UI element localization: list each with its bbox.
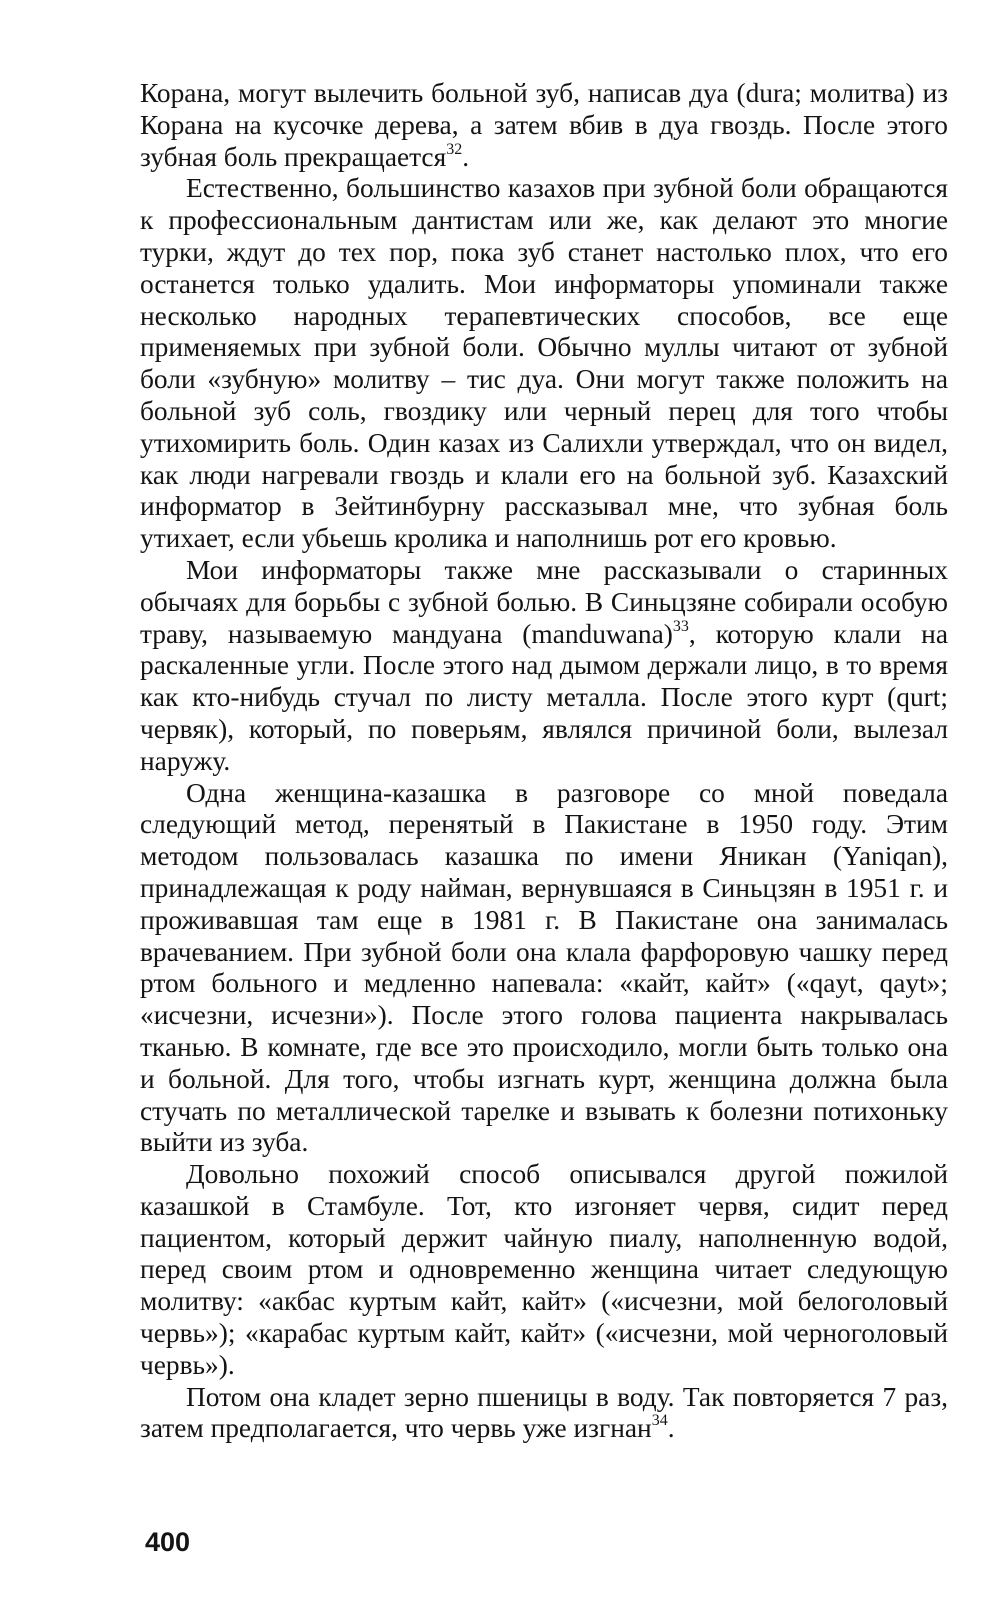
paragraph-2-text: Естественно, большинство казахов при зубной боли обращаются к профессиональным дантистам или же, как делают это многие турки, ждут до тех пор, пока зуб станет настолько плох, что его останется только удалить. Мои информаторы упоминали также несколько народных терапевтических способов, все еще применяемых при зубной боли. Обычно муллы читают от зубной боли «зубную» молитву – тис дуа. Они могут также положить на больной зуб соль, гвоздику или черный перец для того чтобы утихомирить боль. Один казах из Салихли утверждал, что он видел, как люди нагревали гвоздь и клали его на больной зуб. Казахский информатор в Зейтинбурну рассказывал мне, что зубная боль утихает, если убьешь кролика и наполнишь рот его кровью. <box>140 173 948 554</box>
paragraph-6-tail: . <box>667 1413 675 1444</box>
page-number: 400 <box>145 1527 191 1557</box>
paragraph-3 <box>140 555 948 778</box>
paragraph-2 <box>140 173 948 555</box>
paragraph-6-text: Потом она кладет зерно пшеницы в воду. Так повторяется 7 раз, затем предполагается, что червь уже изгнан <box>140 1381 948 1444</box>
paragraph-3-text: Мои информаторы также мне рассказывали о старинных обычаях для борьбы с зубной болью. В Синьцзяне собирали особую траву, называемую мандуана (manduwana) <box>140 554 948 649</box>
paragraph-5-text: Довольно похожий способ описывался другой пожилой казашкой в Стамбуле. Тот, кто изгоняет червя, сидит перед пациентом, который держит чайную пиалу, наполненную водой, перед своим ртом и одновременно женщина читает следующую молитву: «акбас куртым кайт, кайт» («исчезни, мой белоголовый червь»); «карабас куртым кайт, кайт» («исчезни, мой черноголовый червь»). <box>140 1159 948 1380</box>
paragraph-6 <box>140 1382 948 1446</box>
paragraph-1 <box>140 78 948 173</box>
paragraph-3-tail: , которую клали на раскаленные угли. После этого над дымом держали лицо, в то время как кто-нибудь стучал по листу металла. После этого курт (qurt; червяк), который, по поверьям, являлся причиной боли, вылезал наружу. <box>140 618 948 776</box>
body-text <box>140 78 948 1445</box>
paragraph-1-text: Корана, могут вылечить больной зуб, написав дуа (dura; молитва) из Корана на кусочке дерева, а затем вбив в дуа гвоздь. После этого зубная боль прекращается <box>140 78 948 172</box>
paragraph-4-text: Одна женщина-казашка в разговоре со мной поведала следующий метод, перенятый в Пакистане в 1950 году. Этим методом пользовалась казашка по имени Яникан (Yaniqan), принадлежащая к роду найман, вернувшаяся в Синьцзян в 1951 г. и проживавшая там еще в 1981 г. В Пакистане она занималась врачеванием. При зубной боли она клала фарфоровую чашку перед ртом больного и медленно напевала: «кайт, кайт» («qayt, qayt»; «исчезни, исчезни»). После этого голова пациента накрывалась тканью. В комнате, где все это происходило, могли быть только она и больной. Для того, чтобы изгнать курт, женщина должна была стучать по металлической тарелке и взывать к болезни потихоньку выйти из зуба. <box>140 777 948 1158</box>
paragraph-4 <box>140 778 948 1160</box>
footnote-ref-32: 32 <box>446 140 463 158</box>
footnote-ref-33: 33 <box>672 617 689 635</box>
footnote-ref-34: 34 <box>651 1412 668 1430</box>
paragraph-5 <box>140 1159 948 1382</box>
paragraph-1-tail: . <box>462 141 470 172</box>
